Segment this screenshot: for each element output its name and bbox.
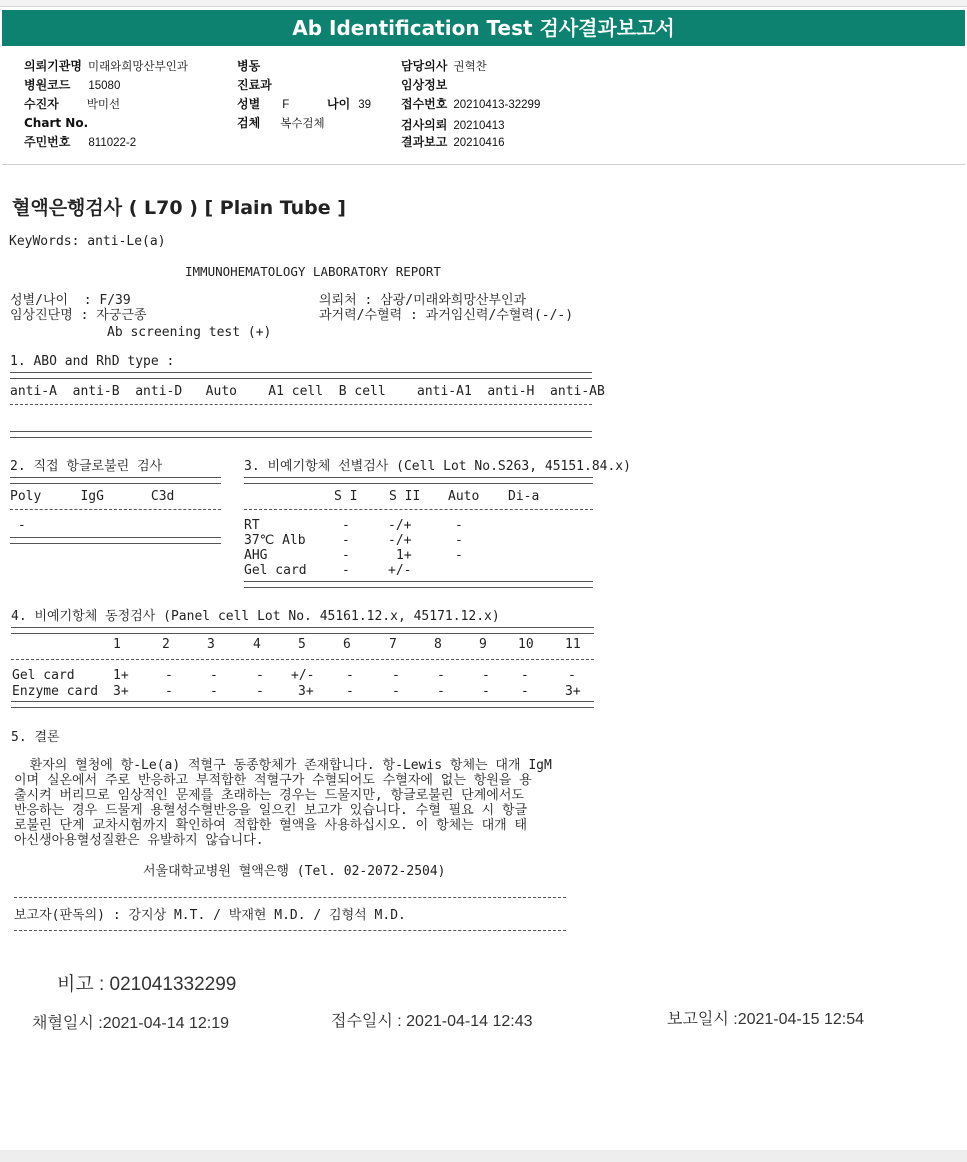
screen-row-s1: - — [342, 563, 350, 578]
age-label: 나이 — [327, 97, 351, 111]
top-border — [0, 0, 967, 7]
bottom-border — [0, 1150, 967, 1162]
panel-cell-header: 6 — [343, 637, 351, 652]
hospital-label: 의뢰기관명 — [24, 59, 82, 73]
conclusion-line: 출시켜 버리므로 임상적인 문제를 초래하는 경우는 드물지만, 항글로불린 단계에서도 — [14, 788, 524, 803]
dat-value: - — [10, 518, 26, 533]
request-label: 검사의뢰 — [401, 118, 448, 132]
panel-bottom-rule — [11, 701, 594, 708]
rrn-label: 주민번호 — [24, 135, 71, 149]
abo-title: 1. ABO and RhD type : — [10, 354, 175, 369]
panel-result: - — [256, 684, 264, 699]
panel-cell-header: 3 — [207, 637, 215, 652]
doctor-row — [401, 57, 487, 74]
screen-row-s2: 1+ — [396, 548, 412, 563]
panel-result: - — [392, 668, 400, 683]
blood-bank-contact: 서울대학교병원 혈액은행 (Tel. 02-2072-2504) — [143, 864, 446, 879]
reporter: 보고자(판독의) : 강지상 M.T. / 박재현 M.D. / 김형석 M.D. — [14, 908, 406, 923]
section-title: 혈액은행검사 ( L70 ) [ Plain Tube ] — [12, 197, 346, 219]
screen-row-s1: - — [342, 518, 350, 533]
dat-title: 2. 직접 항글로불린 검사 — [10, 459, 163, 474]
screen-title: 3. 비예기항체 선별검사 (Cell Lot No.S263, 45151.84.x) — [244, 459, 631, 474]
hospital-value: 미래와희망산부인과 — [87, 61, 188, 73]
code-row — [24, 76, 120, 93]
request-value: 20210413 — [453, 120, 505, 132]
reporter-top-rule — [14, 897, 566, 898]
info-sex-age: 성별/나이 : F/39 — [10, 293, 131, 308]
accession-label: 접수번호 — [401, 97, 448, 111]
name-label: 수진자 — [24, 97, 59, 111]
panel-result: - — [437, 668, 445, 683]
specimen-label: 검체 — [237, 116, 261, 130]
remark: 비고 : 021041332299 — [57, 974, 237, 995]
clinical-label: 임상정보 — [401, 78, 448, 92]
panel-result: - — [392, 684, 400, 699]
chart-row — [24, 116, 94, 130]
panel-cell-header: 7 — [389, 637, 397, 652]
panel-cell-header: 5 — [298, 637, 306, 652]
clinical-row — [401, 76, 453, 93]
info-requester: 의뢰처 : 삼광/미래와희망산부인과 — [319, 293, 527, 308]
dat-bottom-rule — [10, 537, 221, 544]
accession-value: 20210413-32299 — [453, 99, 541, 111]
screen-col-auto: Auto — [448, 489, 480, 504]
dat-header-rule — [10, 509, 221, 510]
rrn-value: 811022-2 — [88, 137, 137, 149]
report-label: 결과보고 — [401, 135, 448, 149]
age-value: 39 — [358, 99, 371, 111]
doctor-label: 담당의사 — [401, 59, 448, 73]
abo-bottom-rule — [10, 431, 592, 438]
panel-result: 3+ — [565, 684, 581, 699]
dat-top-rule — [10, 477, 221, 484]
panel-top-rule — [11, 627, 594, 634]
panel-result: 3+ — [298, 684, 314, 699]
conclusion-title: 5. 결론 — [11, 730, 60, 745]
panel-cell-header: 10 — [518, 637, 534, 652]
panel-row-label: Enzyme card — [12, 684, 99, 699]
screen-row-label: AHG — [244, 548, 268, 563]
screen-row-auto: - — [455, 518, 463, 533]
sex-value: F — [282, 99, 290, 111]
screen-row-label: Gel card — [244, 563, 307, 578]
panel-cell-header: 9 — [479, 637, 487, 652]
hospital-row — [24, 57, 188, 74]
accession-row — [401, 95, 540, 112]
screen-col-s2: S II — [389, 489, 421, 504]
panel-result: - — [165, 668, 173, 683]
conclusion-line: 로불린 단계 교차시험까지 확인하여 적합한 혈액을 사용하십시오. 이 항체는 대개 태 — [14, 818, 528, 833]
panel-title: 4. 비예기항체 동정검사 (Panel cell Lot No. 45161.12.x, 45171.12.x) — [11, 609, 500, 624]
screen-row-s1: - — [342, 548, 350, 563]
panel-result: - — [210, 684, 218, 699]
panel-cell-header: 4 — [253, 637, 261, 652]
report-value: 20210416 — [453, 137, 505, 149]
name-value: 박미선 — [86, 99, 121, 111]
screen-row-auto: - — [455, 548, 463, 563]
panel-result: 3+ — [113, 684, 129, 699]
chart-label: Chart No. — [24, 116, 89, 130]
sex-row — [237, 95, 289, 112]
panel-result: - — [482, 668, 490, 683]
reported-time: 보고일시 :2021-04-15 12:54 — [667, 1011, 865, 1028]
abo-header-rule — [10, 404, 592, 405]
specimen-value: 복수검체 — [280, 118, 325, 130]
keywords: KeyWords: anti-Le(a) — [9, 234, 166, 249]
panel-result: - — [521, 684, 529, 699]
conclusion-line: 환자의 혈청에 항-Le(a) 적혈구 동종항체가 존재합니다. 항-Lewis 항체는 대개 IgM — [14, 758, 552, 773]
collected-time: 채혈일시 :2021-04-14 12:19 — [32, 1015, 230, 1032]
doctor-value: 권혁찬 — [453, 61, 487, 73]
panel-cell-header: 2 — [162, 637, 170, 652]
panel-result: - — [437, 684, 445, 699]
screen-row-s2: -/+ — [388, 518, 412, 533]
panel-result: +/- — [291, 668, 315, 683]
panel-cell-header: 11 — [565, 637, 581, 652]
screen-row-label: 37℃ Alb — [244, 533, 306, 548]
panel-result: - — [346, 668, 354, 683]
report-title-banner: Ab Identification Test 검사결과보고서 — [2, 10, 965, 46]
panel-result: - — [210, 668, 218, 683]
age-row — [327, 95, 371, 112]
conclusion-line: 아신생아용혈성질환은 유발하지 않습니다. — [14, 833, 264, 848]
code-value: 15080 — [88, 80, 121, 92]
panel-result: - — [482, 684, 490, 699]
panel-result: - — [256, 668, 264, 683]
info-screening: Ab screening test (+) — [107, 325, 272, 340]
sex-label: 성별 — [237, 97, 261, 111]
panel-result: - — [165, 684, 173, 699]
screen-top-rule — [244, 477, 593, 484]
reporter-bottom-rule — [14, 930, 566, 931]
name-row — [24, 95, 120, 112]
code-label: 병원코드 — [24, 78, 71, 92]
screen-col-s1: S I — [334, 489, 358, 504]
panel-cell-header: 8 — [434, 637, 442, 652]
panel-result: - — [568, 668, 576, 683]
rrn-row — [24, 133, 136, 150]
conclusion-line: 이며 실온에서 주로 반응하고 부적합한 적혈구가 수혈되어도 수혈자에 없는 항원을 용 — [14, 773, 532, 788]
info-history: 과거력/수혈력 : 과거임신력/수혈력(-/-) — [319, 308, 574, 323]
panel-result: 1+ — [113, 668, 129, 683]
panel-row-label: Gel card — [12, 668, 75, 683]
ward-row — [237, 57, 266, 74]
screen-row-label: RT — [244, 518, 260, 533]
dept-label: 진료과 — [237, 78, 272, 92]
report-row — [401, 133, 505, 150]
specimen-row — [237, 114, 325, 131]
screen-bottom-rule — [244, 581, 593, 588]
ward-label: 병동 — [237, 59, 261, 73]
screen-row-s1: - — [342, 533, 350, 548]
screen-row-auto: - — [455, 533, 463, 548]
request-row — [401, 116, 505, 133]
info-diagnosis: 임상진단명 : 자궁근종 — [10, 308, 147, 323]
dat-header: Poly IgG C3d — [10, 489, 175, 504]
abo-header: anti-A anti-B anti-D Auto A1 cell B cell anti-A1 anti-H anti-AB — [10, 384, 605, 399]
panel-cell-header: 1 — [113, 637, 121, 652]
panel-header-rule — [11, 659, 594, 660]
conclusion-line: 반응하는 경우 드물게 용혈성수혈반응을 일으킨 보고가 있습니다. 수혈 필요 시 항글 — [14, 803, 528, 818]
received-time: 접수일시 : 2021-04-14 12:43 — [331, 1013, 533, 1030]
abo-top-rule — [10, 372, 592, 379]
panel-result: - — [346, 684, 354, 699]
dept-row — [237, 76, 278, 93]
screen-col-dia: Di-a — [508, 489, 540, 504]
lab-report-title: IMMUNOHEMATOLOGY LABORATORY REPORT — [185, 264, 441, 279]
screen-header-rule — [244, 509, 593, 510]
screen-row-s2: -/+ — [388, 533, 412, 548]
screen-row-s2: +/- — [388, 563, 412, 578]
panel-result: - — [521, 668, 529, 683]
